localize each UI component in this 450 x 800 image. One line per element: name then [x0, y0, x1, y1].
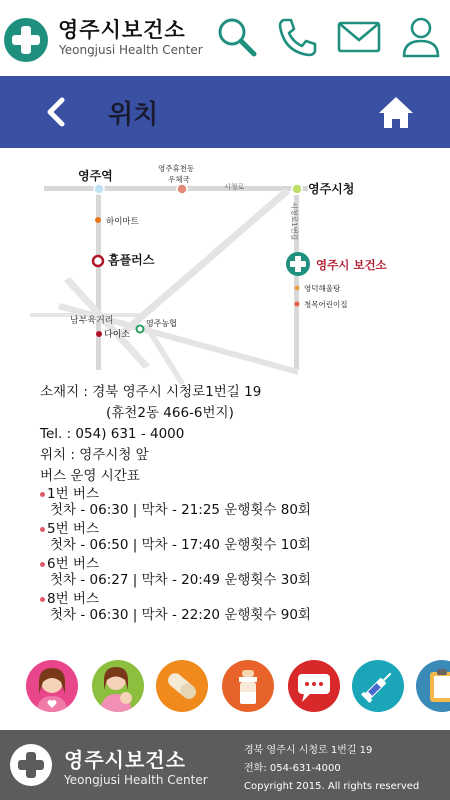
list-item — [40, 521, 440, 556]
location-map — [30, 155, 420, 385]
bus-name: 8번 버스 — [47, 591, 100, 607]
mother-child-icon[interactable] — [92, 660, 144, 712]
road-sicheong — [44, 186, 308, 191]
bus-name: 1번 버스 — [47, 486, 100, 502]
bullet-icon — [40, 527, 45, 532]
bullet-icon — [40, 562, 45, 567]
bus-name: 5번 버스 — [47, 521, 100, 537]
page-title: 위치 — [108, 100, 159, 130]
clipboard-icon[interactable] — [416, 660, 450, 712]
footer-title: 영주시보건소 — [64, 748, 186, 772]
bus-schedule: 첫차 - 06:30 | 막차 - 21:25 운행횟수 80회 — [50, 502, 311, 518]
page-title-bar — [0, 76, 450, 148]
road-west — [96, 189, 101, 370]
mail-icon[interactable] — [336, 14, 382, 60]
address-text: 소재지 : 경북 영주시 시청로1번길 19 — [40, 384, 262, 400]
bus-name: 6번 버스 — [47, 556, 100, 572]
logo[interactable] — [4, 12, 214, 64]
pill-icon[interactable] — [156, 660, 208, 712]
post-office-marker — [177, 184, 187, 194]
map-label-post-office-2: 우체국 — [168, 175, 190, 184]
home-button[interactable] — [376, 92, 416, 132]
baby-bottle-icon[interactable] — [222, 660, 274, 712]
map-label-city-hall: 영주시청 — [308, 182, 355, 196]
bus-schedule-list — [40, 486, 440, 626]
back-button[interactable] — [38, 92, 78, 132]
daiso-marker — [96, 331, 102, 337]
quick-menu — [26, 660, 450, 716]
health-cross-icon — [4, 18, 48, 62]
footer-address: 경북 영주시 시청로 1번길 19 — [244, 745, 373, 756]
bus-schedule: 첫차 - 06:50 | 막차 - 17:40 운행횟수 10회 — [50, 537, 311, 553]
homeplus-marker — [93, 256, 103, 266]
map-label-nambu: 남부육거리 — [70, 316, 114, 326]
bus-heading: 버스 운영 시간표 — [40, 468, 140, 484]
chevron-left-icon — [38, 92, 78, 132]
bullet-icon — [40, 492, 45, 497]
himart-marker — [95, 217, 101, 223]
bus-schedule: 첫차 - 06:27 | 막차 - 20:49 운행횟수 30회 — [50, 572, 311, 588]
top-header — [0, 0, 450, 76]
map-label-sicheong-vertical: 시청로1번길 — [290, 202, 298, 241]
syringe-icon[interactable] — [352, 660, 404, 712]
list-item — [40, 556, 440, 591]
footer-subtitle: Yeongjusi Health Center — [64, 773, 208, 787]
bus-schedule: 첫차 - 06:30 | 막차 - 22:20 운행횟수 90회 — [50, 607, 311, 623]
list-item — [40, 486, 440, 521]
search-icon[interactable] — [214, 14, 260, 60]
mother-baby-icon[interactable] — [26, 660, 78, 712]
phone-icon[interactable] — [274, 14, 320, 60]
nonghyup-marker — [137, 326, 144, 333]
map-label-daiso: 다이소 — [104, 330, 131, 340]
map-label-health-center: 영주시 보건소 — [316, 258, 387, 272]
footer — [0, 730, 450, 800]
bathhouse-marker — [295, 286, 300, 291]
map-label-post-office-1: 영주휴천동 — [158, 164, 195, 173]
address-detail-text: (휴천2동 466-6번지) — [106, 405, 234, 421]
user-icon[interactable] — [398, 14, 444, 60]
tel-text[interactable]: Tel. : 054) 631 - 4000 — [40, 426, 185, 442]
map-label-himart: 하이마트 — [106, 217, 139, 227]
pediatric-marker — [295, 302, 300, 307]
city-hall-marker — [292, 184, 302, 194]
map-label-pediatric: 청목어린이집 — [304, 300, 348, 309]
station-marker — [94, 184, 104, 194]
footer-info — [244, 742, 419, 796]
bullet-icon — [40, 597, 45, 602]
footer-phone[interactable]: 전화: 054-631-4000 — [244, 763, 341, 774]
map-label-sicheong-road: 시청로 — [224, 183, 245, 191]
list-item — [40, 591, 440, 626]
map-label-station: 영주역 — [78, 169, 113, 183]
footer-copyright: Copyright 2015. All rights reserved — [244, 781, 420, 792]
health-cross-icon — [10, 744, 52, 786]
chat-icon[interactable] — [288, 660, 340, 712]
map-label-homeplus: 홈플러스 — [108, 253, 155, 267]
map-label-nonghyup: 영주농협 — [146, 319, 177, 328]
location-info — [40, 382, 440, 487]
map-label-bathhouse: 영덕해울탕 — [304, 284, 341, 293]
logo-title: 영주시보건소 — [58, 18, 186, 42]
logo-subtitle: Yeongjusi Health Center — [59, 43, 203, 57]
home-icon — [376, 92, 416, 132]
location-text: 위치 : 영주시청 앞 — [40, 447, 149, 463]
